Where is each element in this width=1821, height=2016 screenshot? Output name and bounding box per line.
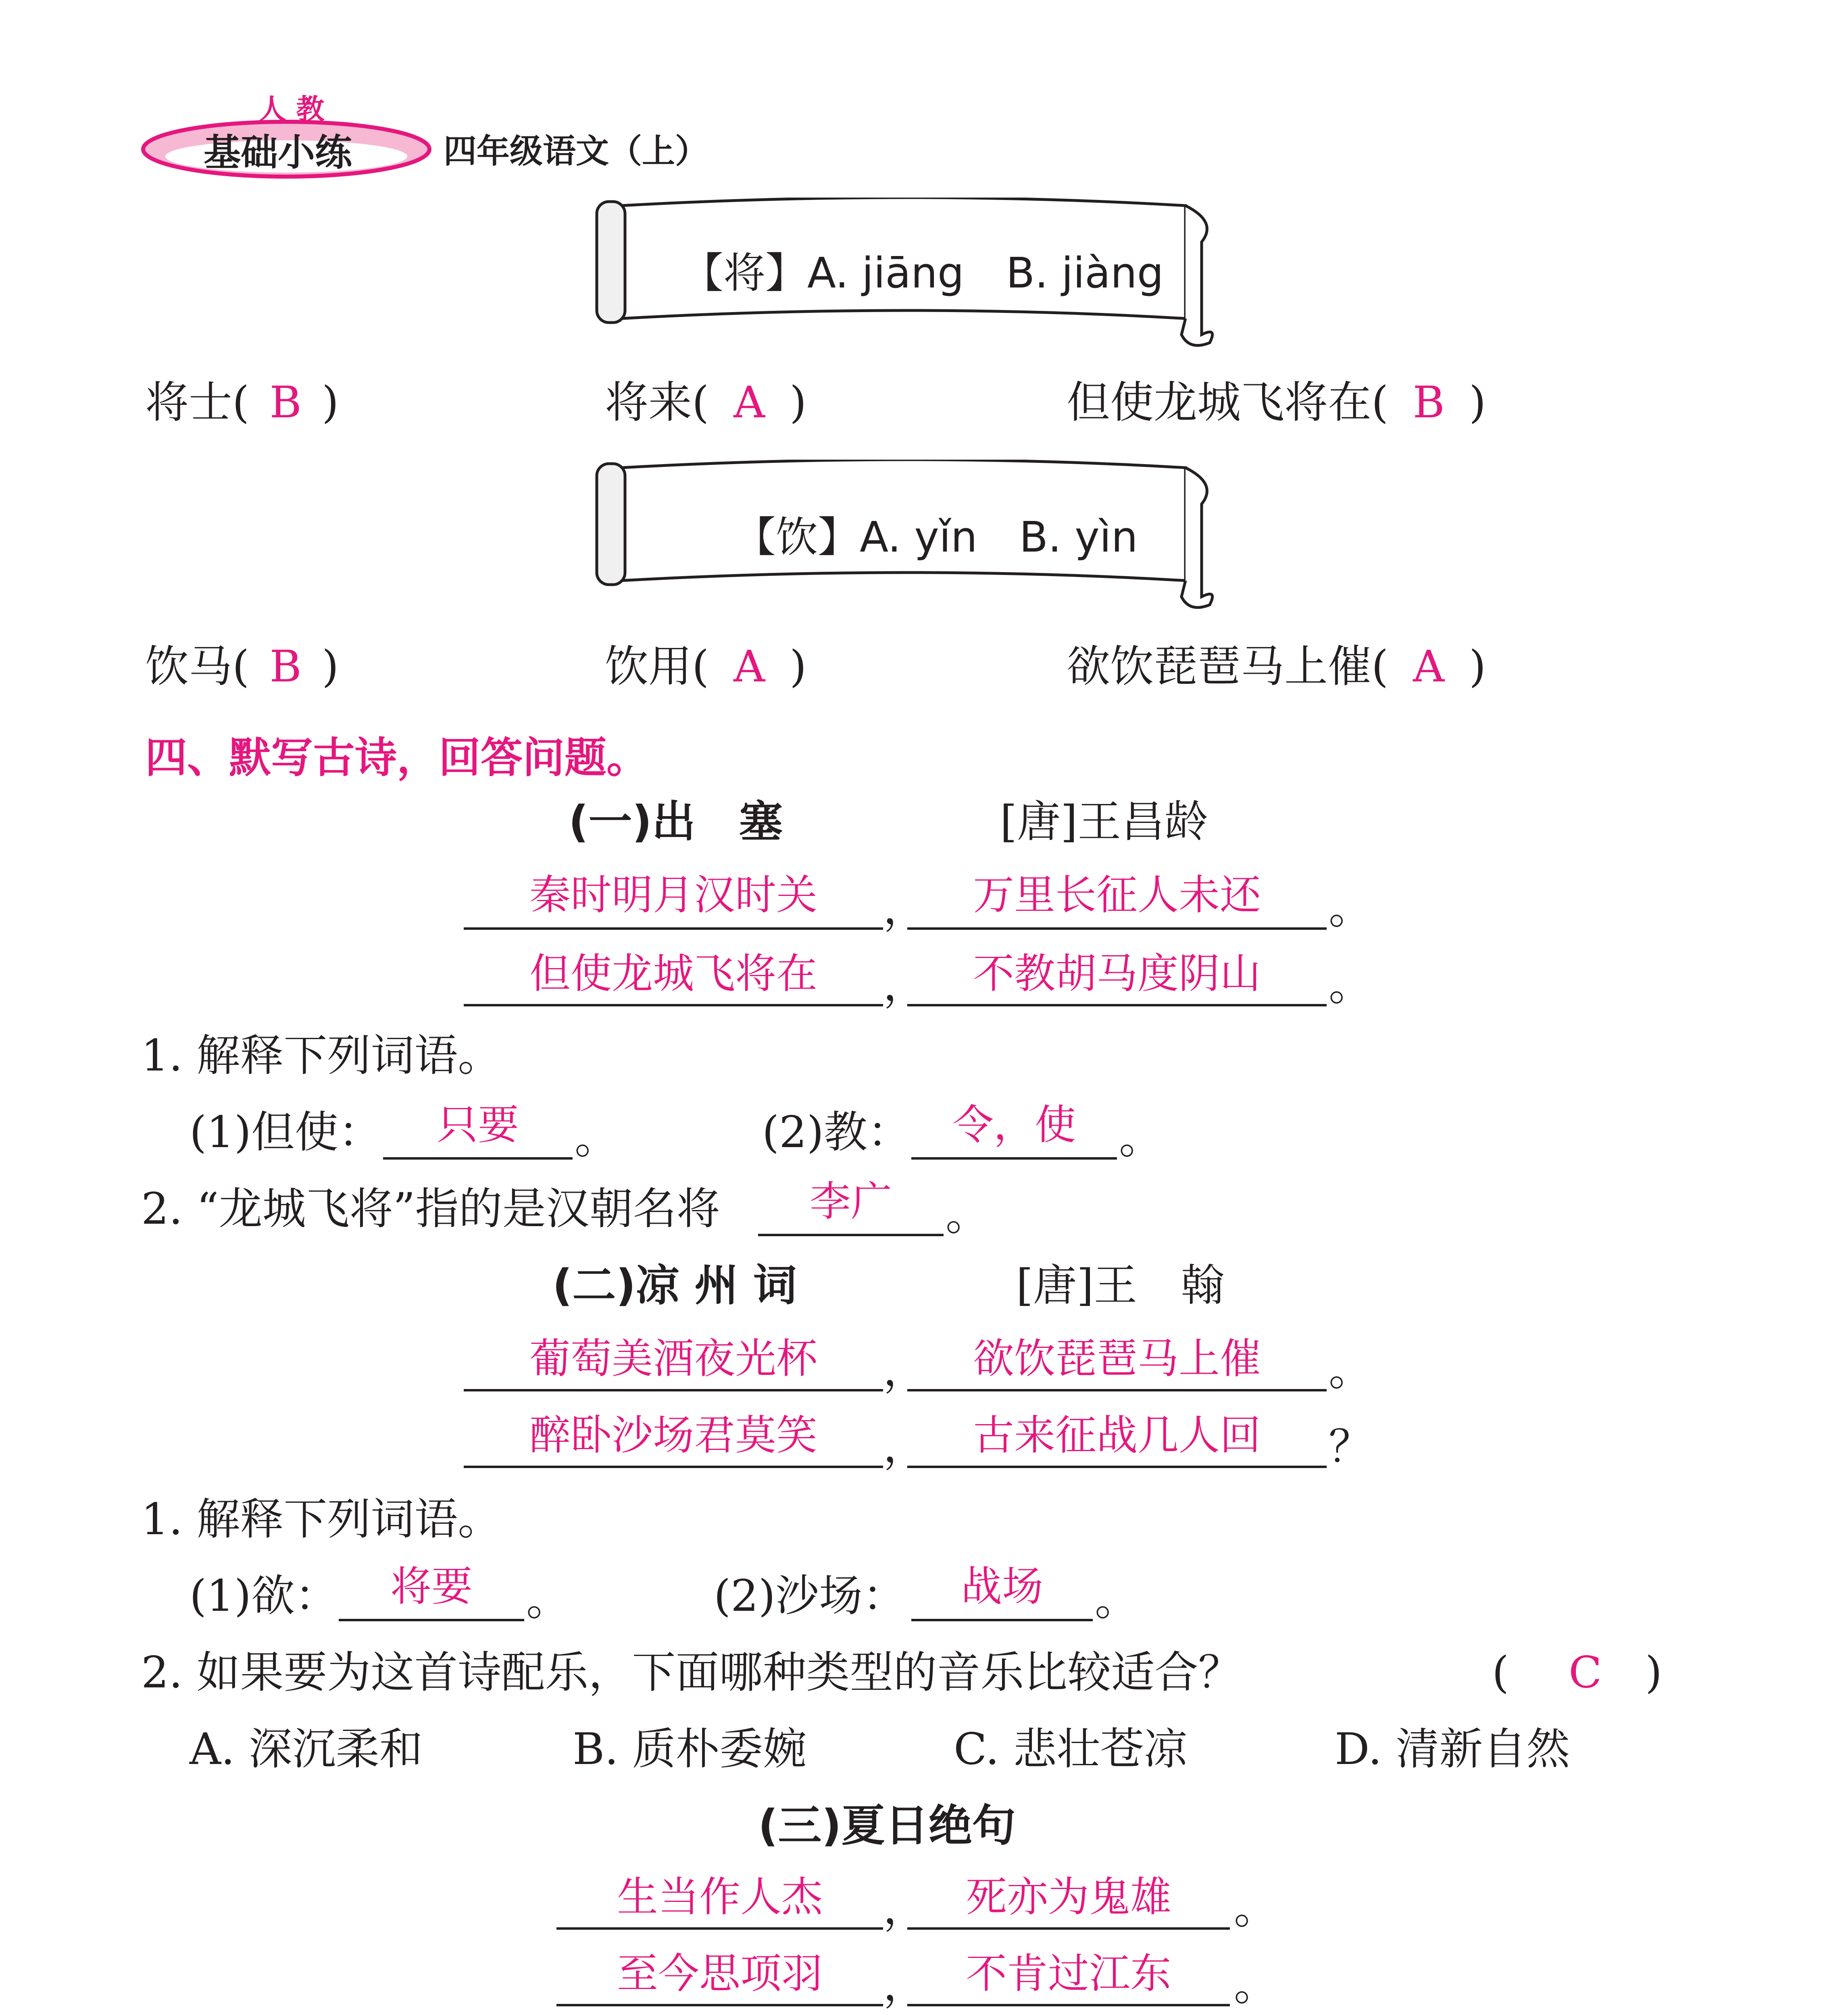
item-word: 将士(: [145, 377, 250, 428]
option-b[interactable]: B. 质朴委婉: [573, 1724, 807, 1774]
paren-open: (: [1492, 1647, 1509, 1698]
item-word: 将来(: [605, 377, 709, 428]
poem-line-answer: 古来征战几人回: [973, 1412, 1261, 1460]
item-word: 但使龙城飞将在(: [1067, 377, 1389, 428]
poem-title-2: (二)凉 州 词: [552, 1260, 797, 1311]
choice-answer: C: [1569, 1647, 1602, 1698]
question-row-jiang-2: [605, 377, 807, 428]
term-label: (2)沙场：: [714, 1571, 906, 1621]
poem-line-answer: 秦时明月汉时关: [529, 871, 817, 919]
period: 。: [1234, 1960, 1278, 2010]
paren-close: ): [790, 641, 807, 692]
blank-line[interactable]: [911, 1619, 1093, 1621]
publisher-label: 人 教: [258, 93, 325, 126]
poem-line-answer: 不肯过江东: [966, 1950, 1171, 1998]
paren-close: ): [1469, 377, 1486, 428]
item-word: 饮马(: [145, 641, 250, 692]
period: 。: [1095, 1575, 1139, 1625]
poem-author-2: [唐]王 翰: [1016, 1260, 1225, 1311]
comma: ，: [883, 1960, 927, 2010]
comma: ，: [883, 1345, 927, 1395]
blank-line[interactable]: [339, 1619, 524, 1621]
period: 。: [1234, 1883, 1278, 1934]
question-mark: ？: [1329, 1422, 1373, 1472]
poem-title-3: (三)夏日绝句: [758, 1801, 1016, 1851]
period: 。: [1329, 883, 1373, 934]
answer-letter: A: [733, 641, 765, 692]
question-row-yin: [145, 641, 339, 692]
question-heading: 1. 解释下列词语。: [141, 1031, 502, 1081]
subject-label: 四年级语文（上）: [444, 132, 708, 171]
answer-letter: B: [1413, 377, 1445, 428]
scroll-text-yin: 【饮】A. yǐn B. yìn: [734, 512, 1138, 562]
option-d[interactable]: D. 清新自然: [1335, 1724, 1570, 1774]
series-title: 基础小练: [204, 131, 352, 174]
term-answer: 将要: [390, 1563, 473, 1611]
term-label: (1)但使：: [190, 1107, 382, 1158]
poem-line-answer: 至今思项羽: [617, 1950, 823, 1998]
blank-line[interactable]: [907, 2004, 1230, 2006]
blank-line[interactable]: [464, 1004, 883, 1006]
period: 。: [946, 1190, 990, 1240]
option-a[interactable]: A. 深沉柔和: [190, 1724, 423, 1774]
question-row-jiang-3: [1067, 377, 1486, 428]
poem-line-answer: 死亦为鬼雄: [966, 1873, 1171, 1921]
option-c[interactable]: C. 悲壮苍凉: [954, 1724, 1188, 1774]
blank-line[interactable]: [907, 1389, 1327, 1391]
blank-line[interactable]: [911, 1157, 1117, 1160]
blank-line[interactable]: [464, 1466, 883, 1468]
question-text: 2. 如果要为这首诗配乐，下面哪种类型的音乐比较适合？: [141, 1647, 1242, 1698]
blank-line[interactable]: [383, 1157, 573, 1160]
comma: ，: [883, 960, 927, 1010]
term-label: (2)教：: [762, 1107, 911, 1158]
blank-line[interactable]: [907, 1004, 1327, 1006]
question-heading: 1. 解释下列词语。: [141, 1494, 502, 1545]
period: 。: [1119, 1113, 1163, 1164]
answer-letter: A: [1413, 641, 1445, 692]
poem-line-answer: 欲饮琵琶马上催: [973, 1335, 1261, 1383]
poem-line-answer: 醉卧沙场君莫笑: [529, 1412, 817, 1460]
paren-close: ): [790, 377, 807, 428]
blank-line[interactable]: [556, 2004, 883, 2006]
poem-line-answer: 葡萄美酒夜光杯: [529, 1335, 817, 1383]
paren-close: ): [322, 641, 339, 692]
blank-line[interactable]: [907, 1927, 1230, 1930]
poem-author-1: [唐]王昌龄: [1000, 797, 1208, 847]
question-text: 2. “龙城飞将”指的是汉朝名将: [141, 1184, 720, 1234]
question-row-yin-3: [1067, 641, 1486, 692]
scroll-text-jiang: 【将】A. jiāng B. jiàng: [681, 248, 1164, 298]
period: 。: [575, 1113, 619, 1164]
question-answer: 李广: [810, 1178, 892, 1226]
comma: ，: [883, 883, 927, 934]
item-word: 饮用(: [605, 641, 709, 692]
period: 。: [526, 1575, 570, 1625]
answer-letter: B: [269, 377, 302, 428]
term-answer: 战场: [961, 1563, 1043, 1611]
term-answer: 只要: [437, 1101, 519, 1149]
paren-close: ): [1469, 641, 1486, 692]
blank-line[interactable]: [758, 1234, 944, 1236]
answer-letter: B: [269, 641, 302, 692]
poem-line-answer: 生当作人杰: [617, 1873, 823, 1921]
term-label: (1)欲：: [190, 1571, 338, 1621]
answer-letter: A: [733, 377, 765, 428]
poem-title-1: (一)出 塞: [569, 797, 783, 847]
paren-close: ): [322, 377, 339, 428]
poem-line-answer: 万里长征人未还: [973, 871, 1261, 919]
term-answer: 令，使: [952, 1101, 1076, 1149]
period: 。: [1329, 960, 1373, 1010]
comma: ，: [883, 1422, 927, 1472]
question-row-jiang: [145, 377, 339, 428]
comma: ，: [883, 1883, 927, 1934]
section-title: 四、默写古诗，回答问题。: [145, 733, 649, 782]
blank-line[interactable]: [907, 1466, 1327, 1468]
blank-line[interactable]: [464, 1389, 883, 1391]
blank-line[interactable]: [907, 927, 1327, 930]
paren-close: ): [1645, 1647, 1663, 1698]
item-word: 欲饮琵琶马上催(: [1067, 641, 1389, 692]
poem-line-answer: 但使龙城飞将在: [529, 950, 817, 998]
period: 。: [1329, 1345, 1373, 1395]
blank-line[interactable]: [556, 1927, 883, 1930]
poem-line-answer: 不教胡马度阴山: [973, 950, 1261, 998]
blank-line[interactable]: [464, 927, 883, 930]
question-row-yin-2: [605, 641, 807, 692]
